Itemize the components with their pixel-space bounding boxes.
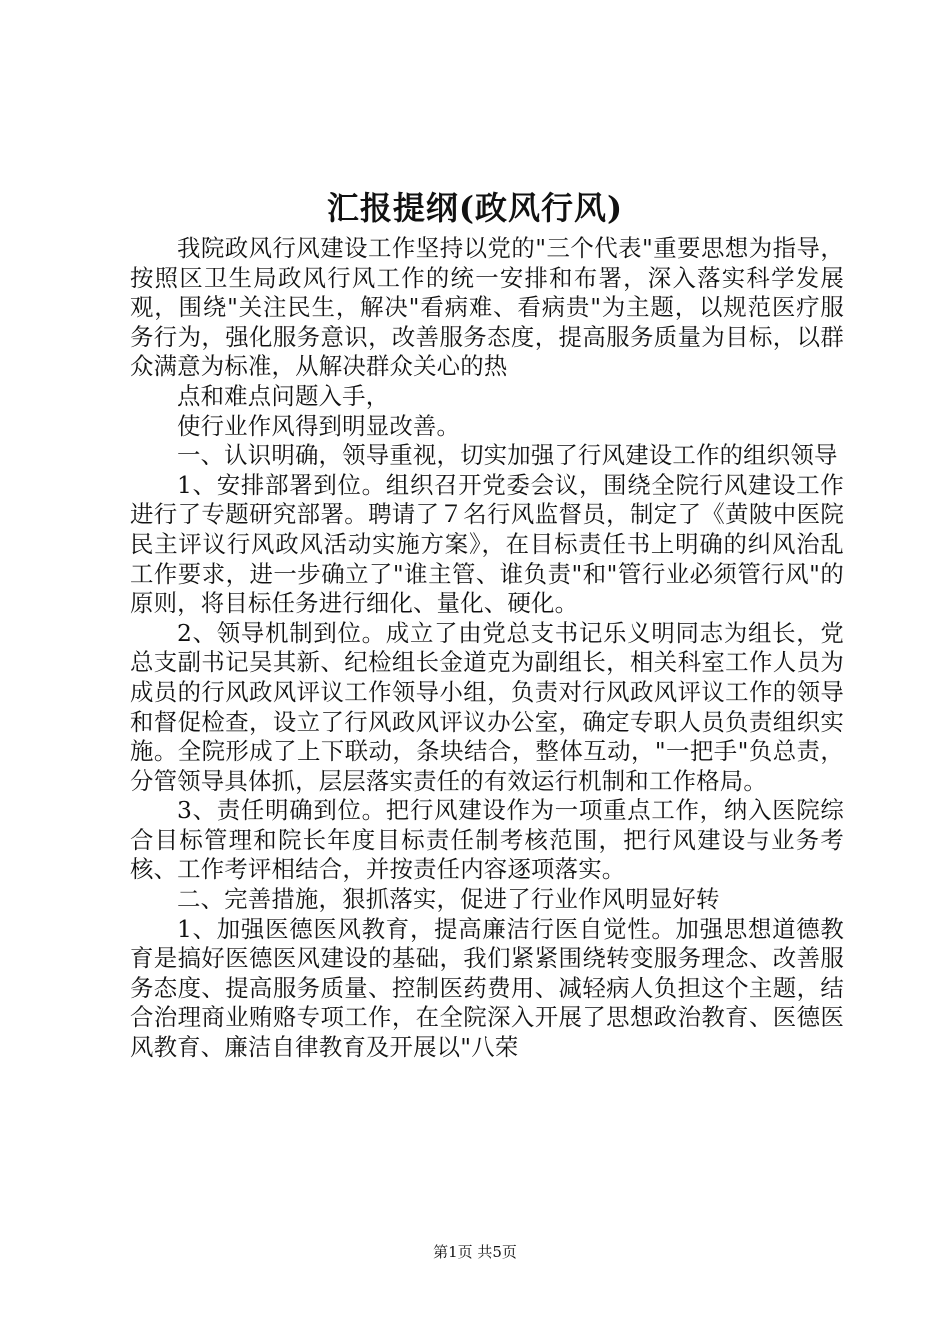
- document-title: 汇报提纲(政风行风): [326, 189, 624, 227]
- section-heading-1: 一、认识明确，领导重视，切实加强了行风建设工作的组织领导: [177, 441, 838, 470]
- paragraph-intro-continued: 点和难点问题入手，: [177, 381, 390, 410]
- paragraph-1-3: 3、责任明确到位。把行风建设作为一项重点工作，纳入医院综合目标管理和院长年度目标责任制考核范围，把行风建设与业务考核、工作考评相结合，并按责任内容逐项落实。: [130, 796, 844, 884]
- page-footer: 第1页 共5页: [433, 1243, 517, 1261]
- paragraph-2-1: 1、加强医德医风教育，提高廉洁行医自觉性。加强思想道德教育是搞好医德医风建设的基础，我们紧紧围绕转变服务理念、改善服务态度、提高服务质量、控制医药费用、减轻病人负担这个主题，结合治理商业贿赂专项工作，在全院深入开展了思想政治教育、医德医风教育、廉洁自律教育及开展以"八荣: [130, 914, 844, 1062]
- paragraph-intro: 我院政风行风建设工作坚持以党的"三个代表"重要思想为指导，按照区卫生局政风行风工作的统一安排和布署，深入落实科学发展观，围绕"关注民生，解决"看病难、看病贵"为主题，以规范医疗服务行为，强化服务意识，改善服务态度，提高服务质量为目标，以群众满意为标准，从解决群众关心的热: [130, 234, 844, 381]
- document-body: [130, 234, 844, 1063]
- section-heading-2: 二、完善措施，狠抓落实，促进了行业作风明显好转: [177, 885, 720, 914]
- paragraph-intro-result: 使行业作风得到明显改善。: [177, 411, 461, 440]
- paragraph-1-1: 1、安排部署到位。组织召开党委会议，围绕全院行风建设工作进行了专题研究部署。聘请了７名行风监督员，制定了《黄陂中医院民主评议行风政风活动实施方案》，在目标责任书上明确的纠风治乱工作要求，进一步确立了"谁主管、谁负责"和"管行业必须管行风"的原则，将目标任务进行细化、量化、硬化。: [130, 470, 844, 618]
- paragraph-1-2: 2、领导机制到位。成立了由党总支书记乐义明同志为组长，党总支副书记吴其新、纪检组长金道克为副组长，相关科室工作人员为成员的行风政风评议工作领导小组，负责对行风政风评议工作的领导和督促检查，设立了行风政风评议办公室，确定专职人员负责组织实施。全院形成了上下联动，条块结合，整体互动，"一把手"负总责，分管领导具体抓，层层落实责任的有效运行机制和工作格局。: [130, 618, 844, 795]
